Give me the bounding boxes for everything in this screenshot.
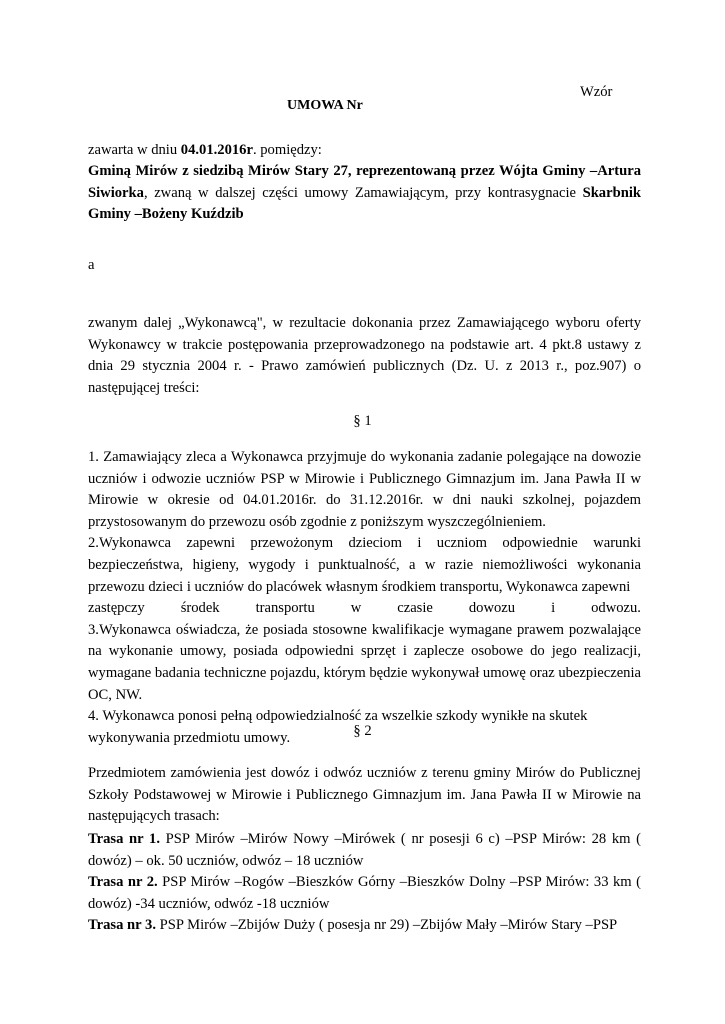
word: zastępczy	[88, 600, 145, 617]
route-label: Trasa nr 1.	[88, 831, 160, 847]
routes-list	[88, 829, 641, 937]
contractor-paragraph: zwanym dalej „Wykonawcą", w rezultacie dokonania przez Zamawiającego wyboru oferty Wykonawcy w trakcie postępowania przeprowadzonego na podstawie art. 4 pkt.8 ustawy z dnia 29 stycznia 2004 r. - Prawo zamówień publicznych (Dz. U. z 2013 r., poz.907) o następującej treści:	[88, 315, 641, 396]
party-ordering	[88, 161, 641, 226]
section2-heading: § 2	[353, 723, 372, 739]
word: i	[551, 600, 556, 617]
contract-title: UMOWA Nr	[287, 98, 363, 113]
route-text: PSP Mirów –Zbijów Duży ( posesja nr 29) –Zbijów Mały –Mirów Stary –PSP	[155, 917, 618, 934]
route-item	[88, 915, 641, 937]
party1-treasurer: Skarbnik Gminy –Bożeny Kuździb	[88, 184, 641, 223]
section1-point4-line2: wykonywania przedmiotu umowy.	[88, 729, 291, 746]
party1-name: Gminą Mirów z siedzibą Mirów Stary 27, reprezentowaną przez Wójta Gminy –Artura Siwiorka	[88, 163, 641, 201]
section1-body	[88, 447, 641, 749]
section1-point2-last-line	[88, 598, 641, 620]
section1-point2: 2.Wykonawca zapewni przewożonym dzieciom i uczniom odpowiednie warunki bezpieczeństwa, higieny, wygody i punktualność, a w razie niemożliwości wykonania przewozu dzieci i uczniów do placówek własnym środkiem transportu, Wykonawca zapewni	[88, 535, 641, 595]
section1-point1: 1. Zamawiający zleca a Wykonawca przyjmuje do wykonania zadanie polegające na dowozie uczniów i odwozie uczniów PSP w Mirowie i Publicznego Gimnazjum im. Jana Pawła II w Mirowie w okresie od 04.01.2016r. do 31.12.2016r. w dni nauki szkolnej, pojazdem przystosowanym do przewozu osób zgodnie z poniższym wyszczególnieniem.	[88, 449, 641, 530]
route-item	[88, 829, 641, 872]
word: dowozu	[468, 600, 516, 617]
section1-heading: § 1	[353, 413, 372, 429]
word: czasie	[397, 600, 433, 617]
intro-suffix: . pomiędzy:	[252, 142, 322, 158]
word: odwozu.	[591, 600, 641, 617]
intro-date: 04.01.2016r	[180, 142, 253, 158]
section1-point4-line1: 4. Wykonawca ponosi pełną odpowiedzialność za wszelkie szkody wynikłe na skutek	[88, 708, 588, 725]
section1-point3: 3.Wykonawca oświadcza, że posiada stosowne kwalifikacje wymagane prawem pozwalające na wykonanie umowy, posiada odpowiedni sprzęt i zaplecze osobowe do jego realizacji, wymagane badania techniczne pojazdu, którym będzie wykonywał umowę oraz ubezpieczenia OC, NW.	[88, 621, 641, 703]
route-item	[88, 872, 641, 915]
word: w	[350, 600, 362, 617]
intro-line	[88, 140, 641, 162]
section2-intro: Przedmiotem zamówienia jest dowóz i odwóz uczniów z terenu gminy Mirów do Publicznej Szkoły Podstawowej w Mirowie i Publicznego Gimnazjum im. Jana Pawła II w Mirowie na następujących trasach:	[88, 765, 641, 825]
word: transportu	[255, 600, 315, 617]
party1-role: , zwaną w dalszej części umowy Zamawiającym, przy kontrasygnacie	[143, 184, 583, 201]
intro-prefix: zawarta w dniu	[88, 142, 181, 158]
word: środek	[180, 600, 220, 617]
route-label: Trasa nr 3.	[88, 917, 156, 934]
route-text: PSP Mirów –Mirów Nowy –Mirówek ( nr posesji 6 c) –PSP Mirów: 28 km ( dowóz) – ok. 50 uczniów, odwóz – 18 uczniów	[88, 831, 641, 869]
template-note: Wzór	[580, 84, 613, 100]
route-label: Trasa nr 2.	[88, 874, 158, 891]
and-word: a	[88, 257, 95, 273]
route-text: PSP Mirów –Rogów –Bieszków Górny –Bieszków Dolny –PSP Mirów: 33 km ( dowóz) -34 uczniów, odwóz -18 uczniów	[88, 874, 641, 912]
